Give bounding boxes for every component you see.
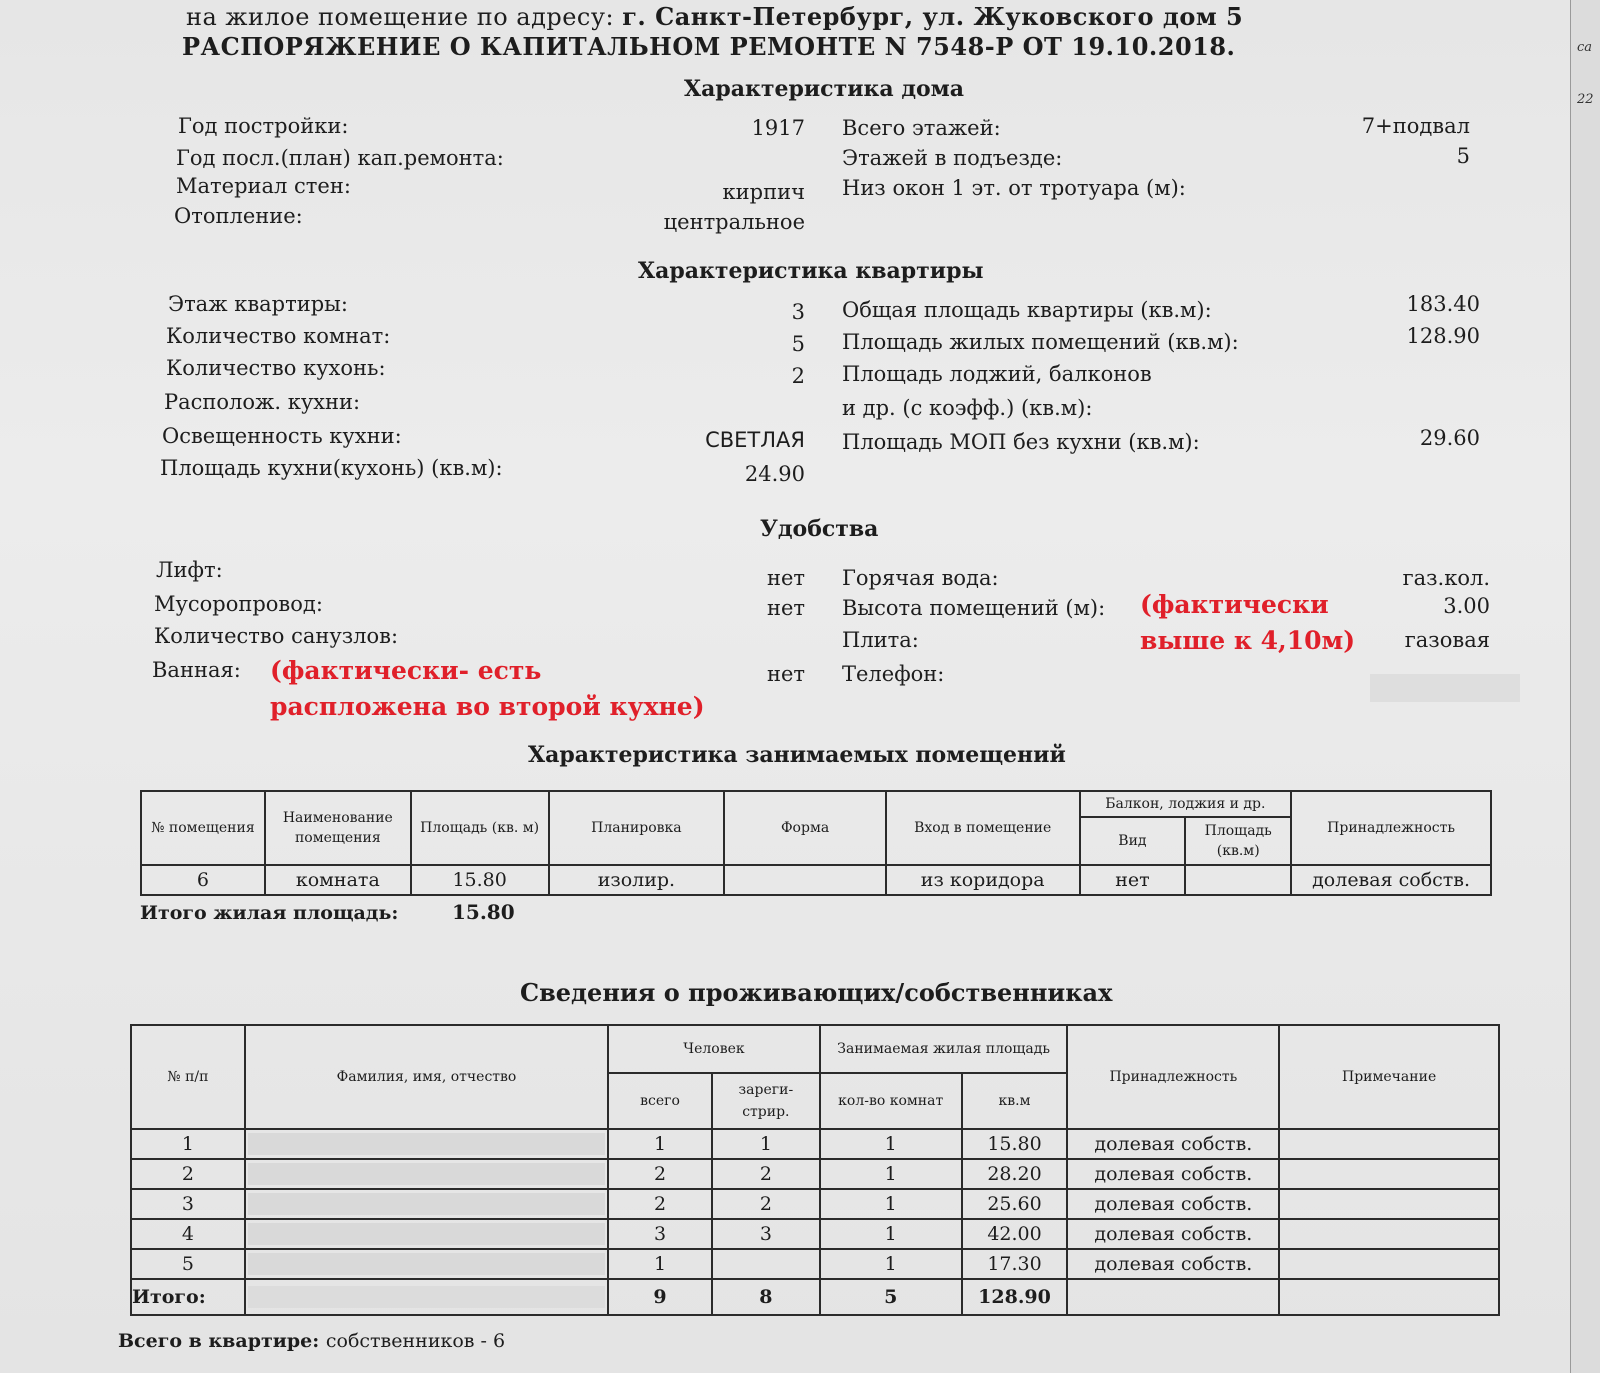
- col-room-name: Наименование помещения: [265, 791, 411, 865]
- apartment-section-title: Характеристика квартиры: [638, 258, 984, 284]
- kitchens-label: Количество кухонь:: [166, 356, 386, 380]
- ceiling-label: Высота помещений (м):: [842, 596, 1106, 620]
- balcony-label-2: и др. (с коэфф.) (кв.м):: [842, 396, 1093, 420]
- table-row: [141, 865, 1491, 895]
- balcony-label-1: Площадь лоджий, балконов: [842, 362, 1152, 386]
- res-reg: 2: [712, 1159, 820, 1189]
- ceiling-value: 3.00: [1443, 594, 1490, 618]
- totals-ownership-blank: [1067, 1279, 1279, 1315]
- res-sqm: 42.00: [962, 1219, 1068, 1249]
- phone-redaction: [1370, 674, 1520, 702]
- col-balcony-group: Балкон, лоджия и др.: [1080, 791, 1292, 817]
- totals-reg: 8: [712, 1279, 820, 1315]
- wall-material-label: Материал стен:: [176, 174, 351, 198]
- col-room-entrance: Вход в помещение: [886, 791, 1080, 865]
- table-row: [131, 1249, 1499, 1279]
- living-area-label: Площадь жилых помещений (кв.м):: [842, 330, 1239, 354]
- rooms-total-label: Итого жилая площадь:: [140, 902, 399, 924]
- kitchen-area-label: Площадь кухни(кухонь) (кв.м):: [160, 456, 503, 480]
- table-row: [131, 1129, 1499, 1159]
- res-ownership: долевая собств.: [1067, 1219, 1279, 1249]
- res-sqm: 15.80: [962, 1129, 1068, 1159]
- totals-note-blank: [1279, 1279, 1499, 1315]
- res-note: [1279, 1159, 1499, 1189]
- col-res-num: № п/п: [131, 1025, 245, 1129]
- col-balcony-type: Вид: [1080, 817, 1186, 865]
- res-ownership: долевая собств.: [1067, 1249, 1279, 1279]
- res-sqm: 25.60: [962, 1189, 1068, 1219]
- res-total: 3: [608, 1219, 712, 1249]
- house-section-title: Характеристика дома: [684, 76, 965, 102]
- room-balcony-type: нет: [1080, 865, 1186, 895]
- res-ownership: долевая собств.: [1067, 1129, 1279, 1159]
- res-reg: [712, 1249, 820, 1279]
- room-ownership: долевая собств.: [1291, 865, 1491, 895]
- lift-label: Лифт:: [156, 558, 223, 582]
- totals-rooms: 5: [820, 1279, 962, 1315]
- total-area-label: Общая площадь квартиры (кв.м):: [842, 298, 1212, 322]
- res-num: 5: [131, 1249, 245, 1279]
- res-note: [1279, 1219, 1499, 1249]
- table-row: [131, 1219, 1499, 1249]
- ceiling-note-1: (фактически: [1140, 590, 1329, 619]
- window-height-label: Низ окон 1 эт. от тротуара (м):: [842, 176, 1186, 200]
- col-room-layout: Планировка: [549, 791, 725, 865]
- res-num: 2: [131, 1159, 245, 1189]
- year-built-value: 1917: [751, 116, 805, 140]
- rooms-value: 5: [791, 332, 805, 356]
- room-area: 15.80: [411, 865, 549, 895]
- res-num: 3: [131, 1189, 245, 1219]
- year-built-label: Год постройки:: [178, 114, 349, 138]
- bath-value: нет: [766, 662, 805, 686]
- col-area-rooms: кол-во комнат: [820, 1073, 962, 1129]
- lift-value: нет: [766, 566, 805, 590]
- res-reg: 1: [712, 1129, 820, 1159]
- res-rooms: 1: [820, 1189, 962, 1219]
- totals-people: 9: [608, 1279, 712, 1315]
- stove-label: Плита:: [842, 628, 919, 652]
- phone-label: Телефон:: [842, 662, 945, 686]
- col-people-group: Человек: [608, 1025, 820, 1073]
- res-ownership: долевая собств.: [1067, 1189, 1279, 1219]
- res-fio-redacted: [245, 1129, 608, 1159]
- owners-footer-value: собственников - 6: [325, 1330, 506, 1352]
- totals-label: Итого:: [131, 1279, 245, 1315]
- hot-water-label: Горячая вода:: [842, 566, 999, 590]
- kitchen-light-label: Освещенность кухни:: [162, 424, 402, 448]
- table-row: [131, 1159, 1499, 1189]
- res-total: 1: [608, 1249, 712, 1279]
- totals-fio-blank: [245, 1279, 608, 1315]
- floor-value: 3: [791, 300, 805, 324]
- amenities-section-title: Удобства: [760, 516, 879, 542]
- kitchen-light-value: СВЕТЛАЯ: [705, 428, 805, 452]
- res-fio-redacted: [245, 1189, 608, 1219]
- residents-table-title: Сведения о проживающих/собственниках: [520, 978, 1113, 1007]
- floor-label: Этаж квартиры:: [168, 292, 348, 316]
- bath-note-2: распложена во второй кухне): [270, 692, 705, 721]
- last-repair-label: Год посл.(план) кап.ремонта:: [176, 146, 504, 170]
- address-line: на жилое помещение по адресу: г. Санкт-Петербург, ул. Жуковского дом 5: [186, 2, 1244, 31]
- res-note: [1279, 1189, 1499, 1219]
- res-num: 1: [131, 1129, 245, 1159]
- residents-table: [130, 1024, 1500, 1316]
- col-people-total: всего: [608, 1073, 712, 1129]
- kitchens-value: 2: [791, 364, 805, 388]
- total-area-value: 183.40: [1406, 292, 1480, 316]
- garbage-value: нет: [766, 596, 805, 620]
- floors-entrance-value: 5: [1456, 144, 1470, 168]
- res-fio-redacted: [245, 1219, 608, 1249]
- res-total: 2: [608, 1189, 712, 1219]
- next-page-edge: [1570, 0, 1600, 1373]
- bathrooms-label: Количество санузлов:: [154, 624, 399, 648]
- col-res-note: Примечание: [1279, 1025, 1499, 1129]
- room-balcony-area: [1185, 865, 1291, 895]
- col-area-group: Занимаемая жилая площадь: [820, 1025, 1068, 1073]
- garbage-label: Мусоропровод:: [154, 592, 323, 616]
- rooms-total-value: 15.80: [452, 900, 515, 924]
- rooms-label: Количество комнат:: [166, 324, 391, 348]
- owners-footer: [118, 1330, 505, 1352]
- bath-label: Ванная:: [152, 658, 241, 682]
- res-total: 2: [608, 1159, 712, 1189]
- totals-row: [131, 1279, 1499, 1315]
- res-sqm: 28.20: [962, 1159, 1068, 1189]
- res-rooms: 1: [820, 1249, 962, 1279]
- res-reg: 2: [712, 1189, 820, 1219]
- col-room-ownership: Принадлежность: [1291, 791, 1491, 865]
- col-balcony-area: Площадь (кв.м): [1185, 817, 1291, 865]
- floors-entrance-label: Этажей в подъезде:: [842, 146, 1063, 170]
- col-res-ownership: Принадлежность: [1067, 1025, 1279, 1129]
- edge-mark-1: са: [1577, 40, 1593, 55]
- bath-note-1: (фактически- есть: [270, 656, 542, 685]
- col-room-num: № помещения: [141, 791, 265, 865]
- room-form: [724, 865, 886, 895]
- res-reg: 3: [712, 1219, 820, 1249]
- rooms-table-title: Характеристика занимаемых помещений: [528, 742, 1066, 768]
- res-total: 1: [608, 1129, 712, 1159]
- kitchen-location-label: Располож. кухни:: [164, 390, 361, 414]
- col-area-sqm: кв.м: [962, 1073, 1068, 1129]
- res-rooms: 1: [820, 1219, 962, 1249]
- room-entrance: из коридора: [886, 865, 1080, 895]
- res-ownership: долевая собств.: [1067, 1159, 1279, 1189]
- res-note: [1279, 1129, 1499, 1159]
- col-room-form: Форма: [724, 791, 886, 865]
- heating-value: центральное: [663, 210, 805, 234]
- ceiling-note-2: выше к 4,10м): [1140, 626, 1356, 655]
- edge-mark-2: 22: [1577, 92, 1594, 107]
- common-area-value: 29.60: [1419, 426, 1480, 450]
- col-room-area: Площадь (кв. м): [411, 791, 549, 865]
- res-num: 4: [131, 1219, 245, 1249]
- hot-water-value: газ.кол.: [1402, 566, 1490, 590]
- res-rooms: 1: [820, 1129, 962, 1159]
- total-floors-value: 7+подвал: [1361, 114, 1470, 138]
- total-floors-label: Всего этажей:: [842, 116, 1001, 140]
- room-name: комната: [265, 865, 411, 895]
- res-fio-redacted: [245, 1159, 608, 1189]
- col-people-reg: зареги- стрир.: [712, 1073, 820, 1129]
- res-fio-redacted: [245, 1249, 608, 1279]
- wall-material-value: кирпич: [722, 180, 805, 204]
- rooms-table: [140, 790, 1492, 896]
- room-num: 6: [141, 865, 265, 895]
- table-row: [131, 1189, 1499, 1219]
- res-note: [1279, 1249, 1499, 1279]
- room-layout: изолир.: [549, 865, 725, 895]
- stove-value: газовая: [1404, 628, 1490, 652]
- col-res-fio: Фамилия, имя, отчество: [245, 1025, 608, 1129]
- owners-footer-label: Всего в квартире:: [118, 1330, 320, 1352]
- kitchen-area-value: 24.90: [744, 462, 805, 486]
- heating-label: Отопление:: [174, 204, 303, 228]
- order-line: РАСПОРЯЖЕНИЕ О КАПИТАЛЬНОМ РЕМОНТЕ N 7548-Р ОТ 19.10.2018.: [182, 32, 1236, 61]
- res-sqm: 17.30: [962, 1249, 1068, 1279]
- common-area-label: Площадь МОП без кухни (кв.м):: [842, 430, 1200, 454]
- totals-sqm: 128.90: [962, 1279, 1068, 1315]
- res-rooms: 1: [820, 1159, 962, 1189]
- living-area-value: 128.90: [1406, 324, 1480, 348]
